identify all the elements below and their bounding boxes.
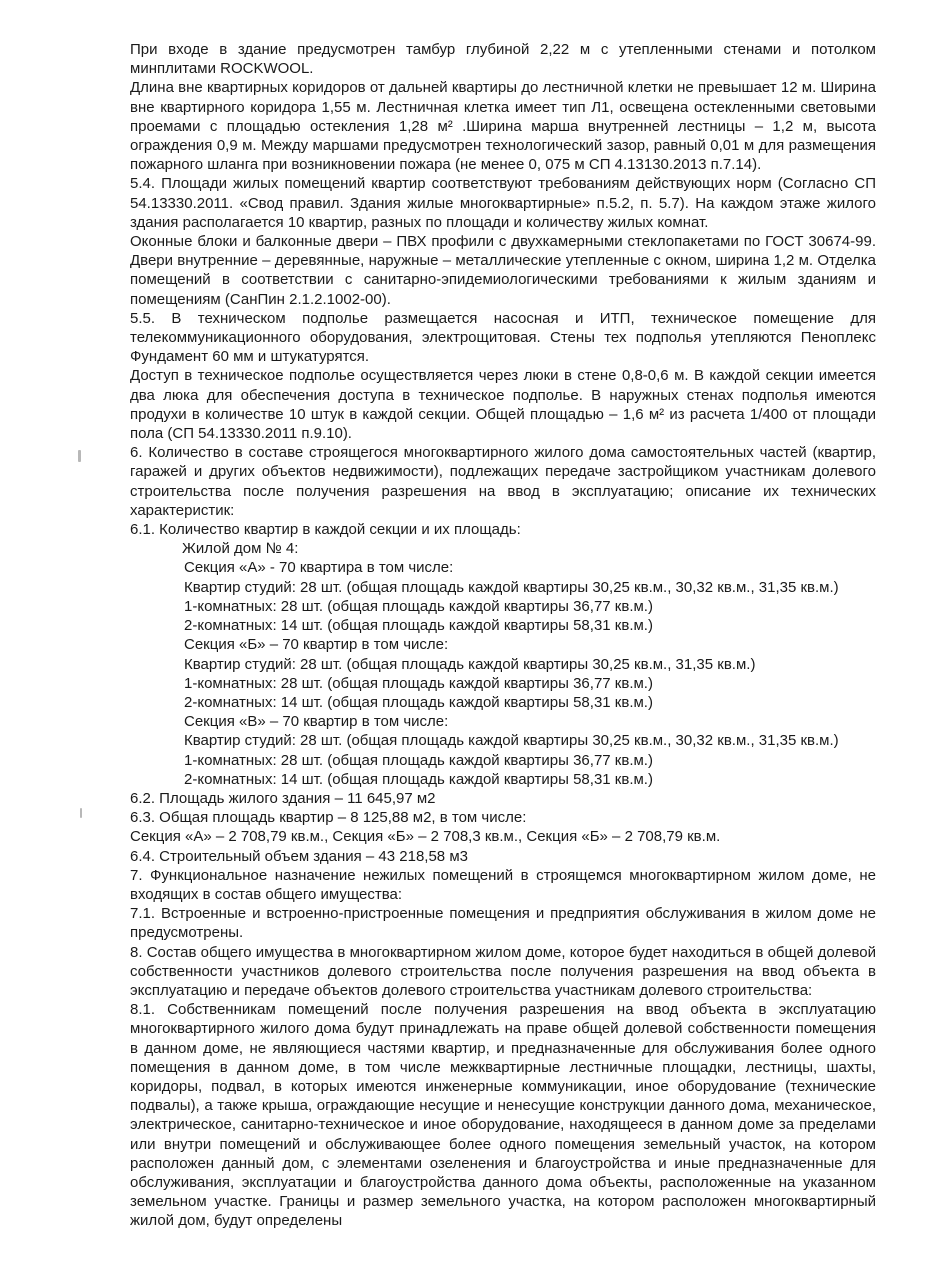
paragraph-7: 7. Функциональное назначение нежилых помещений в строящемся многоквартирном жилом доме, не входящих в состав общего имущества: <box>130 866 876 903</box>
section-v-title: Секция «В» – 70 квартир в том числе: <box>184 713 449 731</box>
section-6-4: 6.4. Строительный объем здания – 43 218,58 м3 <box>130 847 468 865</box>
list-item: Квартир студий: 28 шт. (общая площадь каждой квартиры 30,25 кв.м., 30,32 кв.м., 31,35 кв.м.) <box>184 732 839 750</box>
section-areas: Секция «А» – 2 708,79 кв.м., Секция «Б» – 2 708,3 кв.м., Секция «Б» – 2 708,79 кв.м. <box>130 828 721 846</box>
list-item: Квартир студий: 28 шт. (общая площадь каждой квартиры 30,25 кв.м., 30,32 кв.м., 31,35 кв.м.) <box>184 578 839 596</box>
paragraph-5-4: 5.4. Площади жилых помещений квартир соответствуют требованиям действующих норм (Согласно СП 54.13330.2011. «Свод правил. Здания жилые многоквартирные» п.5.2, п. 5.7). На каждом этаже жилого здания располагается 10 квартир, разных по площади и количеству жилых комнат. <box>130 175 876 231</box>
section-6-1-heading: 6.1. Количество квартир в каждой секции и их площадь: <box>130 521 521 539</box>
section-6-1 <box>130 520 876 789</box>
paragraph-6: 6. Количество в составе строящегося многоквартирного жилого дома самостоятельных частей (квартир, гаражей и других объектов недвижимости), подлежащих передаче застройщиком участникам долевого строительства после получения разрешения на ввод в эксплуатацию; описание их технических характеристик: <box>130 444 876 519</box>
list-item: 1-комнатных: 28 шт. (общая площадь каждой квартиры 36,77 кв.м.) <box>184 751 653 769</box>
paragraph-8: 8. Состав общего имущества в многоквартирном жилом доме, которое будет находиться в общей долевой собственности участников долевого строительства после получения разрешения на ввод объекта в эксплуатацию и передаче объектов долевого строительства участникам долевого строительства: <box>130 943 876 999</box>
list-item: 2-комнатных: 14 шт. (общая площадь каждой квартиры 58,31 кв.м.) <box>184 770 653 788</box>
house-title: Жилой дом № 4: <box>182 540 299 558</box>
section-6-2-6-4 <box>130 789 876 866</box>
paragraph-corridors: Длина вне квартирных коридоров от дальней квартиры до лестничной клетки не превышает 12 м. Ширина вне квартирного коридора 1,55 м. Лестничная клетка имеет тип Л1, освещена остекленными световыми проемами с площадью остекления 1,28 м² .Ширина марша внутренней лестницы – 1,2 м, высота ограждения 0,9 м. Между маршами предусмотрен технологический зазор, равный 0,01 м для размещения пожарного шланга при возникновении пожара (не менее 0, 075 м СП 4.13130.2013 п.7.14). <box>130 79 876 174</box>
section-6-2: 6.2. Площадь жилого здания – 11 645,97 м2 <box>130 789 436 807</box>
list-item: 2-комнатных: 14 шт. (общая площадь каждой квартиры 58,31 кв.м.) <box>184 693 653 711</box>
paragraph-basement-access: Доступ в техническое подполье осуществляется через люки в стене 0,8-0,6 м. В каждой секции имеется два люка для обеспечения доступа в техническое подполье. В наружных стенах подполья имеются продухи в количестве 10 штук в каждой секции. Общей площадью – 1,6 м² из расчета 1/400 от площади пола (СП 54.13330.2011 п.9.10). <box>130 367 876 443</box>
paragraph-8-1: 8.1. Собственникам помещений после получения разрешения на ввод объекта в эксплуатацию многоквартирного жилого дома будут принадлежать на праве общей долевой собственности помещения в данном доме, не являющиеся частями квартир, и предназначенные для обслуживания более одного помещения в данном доме, в том числе межквартирные лестничные площадки, лестницы, шахты, коридоры, подвал, в которых имеются инженерные коммуникации, иное оборудование (технические подвалы), а также крыша, ограждающие несущие и ненесущие конструкции данного дома, механическое, электрическое, санитарно-техническое и иное оборудование, находящееся в данном доме за пределами или внутри помещений и обслуживающее более одного помещения земельный участок, на котором расположен данный дом, с элементами озеленения и благоустройства и иные предназначенные для обслуживания, эксплуатации и благоустройства данного дома объекты, расположенные на указанном земельном участке. Границы и размер земельного участка, на котором расположен многоквартирный жилой дом, будут определены <box>130 1001 876 1230</box>
list-item: Квартир студий: 28 шт. (общая площадь каждой квартиры 30,25 кв.м., 31,35 кв.м.) <box>184 655 756 673</box>
paragraph-7-1: 7.1. Встроенные и встроенно-пристроенные помещения и предприятия обслуживания в жилом доме не предусмотрены. <box>130 905 876 942</box>
list-item: 2-комнатных: 14 шт. (общая площадь каждой квартиры 58,31 кв.м.) <box>184 617 653 635</box>
paragraph-vestibule: При входе в здание предусмотрен тамбур глубиной 2,22 м с утепленными стенами и потолком минплитами ROCKWOOL. <box>130 41 876 78</box>
scan-mark <box>78 450 81 462</box>
section-b-title: Секция «Б» – 70 квартир в том числе: <box>184 636 449 654</box>
paragraph-5-5: 5.5. В техническом подполье размещается насосная и ИТП, техническое помещение для телекоммуникационного оборудования, электрощитовая. Стены тех подполья утепляются Пеноплекс Фундамент 60 мм и штукатурятся. <box>130 309 876 366</box>
list-item: 1-комнатных: 28 шт. (общая площадь каждой квартиры 36,77 кв.м.) <box>184 597 653 615</box>
section-a-title: Секция «А» - 70 квартира в том числе: <box>184 559 454 577</box>
section-6-3: 6.3. Общая площадь квартир – 8 125,88 м2, в том числе: <box>130 809 527 827</box>
paragraph-windows-doors: Оконные блоки и балконные двери – ПВХ профили с двухкамерными стеклопакетами по ГОСТ 30674-99. Двери внутренние – деревянные, наружные – металлические утепленные с окном, ширина 1,2 м. Отделка помещений в соответствии с санитарно-эпидемиологическими требованиями к жилым зданиям и помещениям (СанПин 2.1.2.1002-00). <box>130 233 876 308</box>
document-body <box>130 40 876 1231</box>
scan-mark <box>80 808 82 818</box>
list-item: 1-комнатных: 28 шт. (общая площадь каждой квартиры 36,77 кв.м.) <box>184 674 653 692</box>
